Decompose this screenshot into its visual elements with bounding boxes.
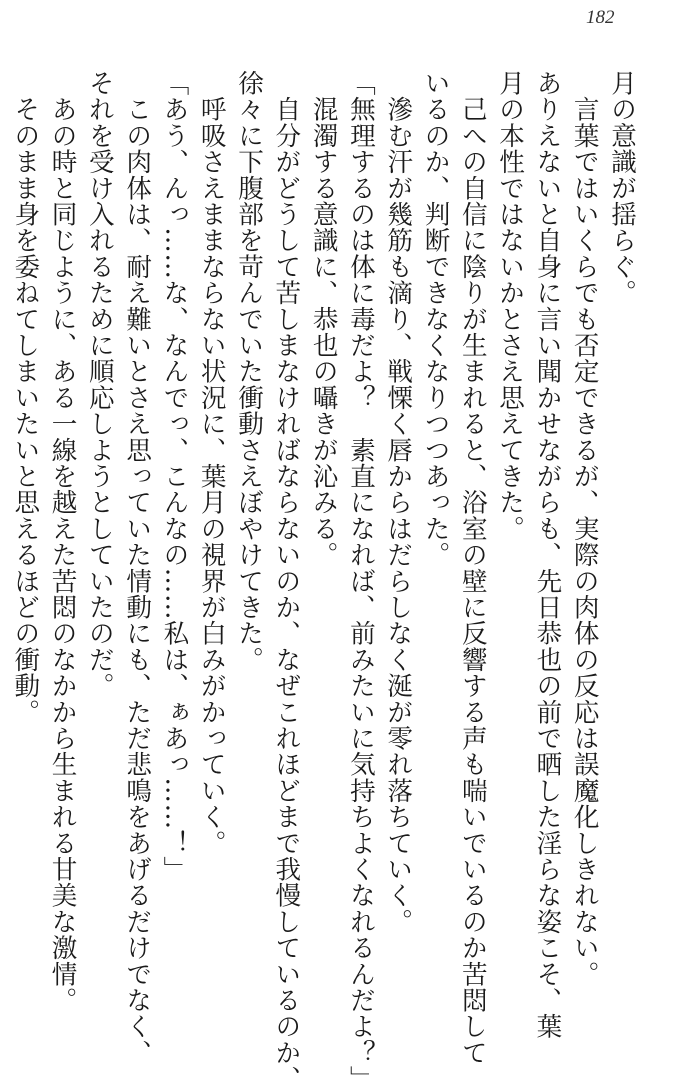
- text-line: そのまま身を委ねてしまいたいと思えるほどの衝動。: [10, 70, 41, 725]
- text-line: それを受け入れるために順応しようとしていたのだ。: [84, 70, 115, 699]
- text-line: 言葉ではいくらでも否定できるが、実際の肉体の反応は誤魔化しきれない。: [569, 70, 600, 987]
- text-line: あの時と同じように、ある一線を越えた苦悶のなかから生まれる甘美な激情。: [47, 70, 78, 1014]
- text-line: 己への自信に陰りが生まれると、浴室の壁に反響する声も喘いでいるのか苦悶して: [457, 70, 488, 1066]
- text-line: 混濁する意識に、恭也の囁きが沁みる。: [308, 70, 339, 568]
- text-line: 「あう、んっ……な、なんでっ、こんなの……私は、ぁあっ……！」: [159, 70, 190, 883]
- text-line: 呼吸さえままならない状況に、葉月の視界が白みがかっていく。: [196, 70, 227, 856]
- text-line: 「無理するのは体に毒だよ？ 素直になれば、前みたいに気持ちよくなれるんだよ？」: [345, 70, 376, 1092]
- text-line: 自分がどうして苦しまなければならないのか、なぜこれほどまで我慢しているのか、: [271, 70, 302, 1092]
- page-number: 182: [586, 7, 615, 28]
- text-line: いるのか、判断できなくなりつつあった。: [420, 70, 451, 568]
- text-line: 滲む汗が幾筋も滴り、戦慄く唇からはだらしなく涎が零れ落ちていく。: [383, 70, 414, 935]
- text-line: 月の意識が揺らぐ。: [607, 70, 637, 306]
- vertical-text-body: [10, 70, 640, 1092]
- text-line: ありえないと自身に言い聞かせながらも、先日恭也の前で晒した淫らな姿こそ、葉: [532, 70, 563, 1040]
- text-line: 月の本性ではないかとさえ思えてきた。: [495, 70, 526, 542]
- text-line: 徐々に下腹部を苛んでいた衝動さえぼやけてきた。: [234, 70, 265, 673]
- text-line: この肉体は、耐え難いとさえ思っていた情動にも、ただ悲鳴をあげるだけでなく、: [122, 70, 153, 1066]
